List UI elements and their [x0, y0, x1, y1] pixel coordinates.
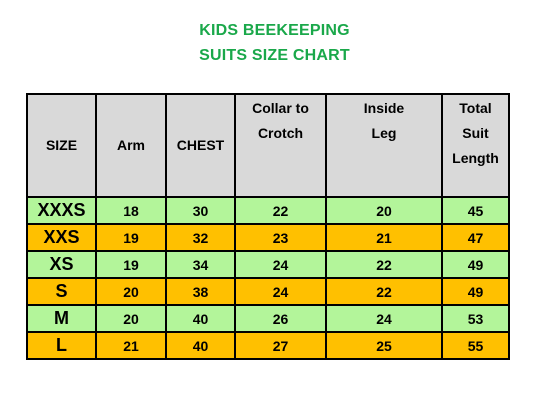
- total-suit-length-cell: 55: [442, 332, 509, 359]
- inside-leg-cell: 25: [326, 332, 442, 359]
- header-collar-line-2: Crotch: [257, 125, 304, 141]
- arm-cell: 19: [96, 251, 166, 278]
- header-total-line-3: Length: [452, 150, 499, 166]
- table-row: [27, 305, 509, 332]
- chest-cell: 32: [166, 224, 235, 251]
- collar-to-crotch-cell: 27: [235, 332, 326, 359]
- total-suit-length-cell: 49: [442, 278, 509, 305]
- header-chest: [166, 94, 235, 197]
- header-arm-label: Arm: [116, 137, 145, 153]
- size-cell: XXS: [27, 224, 96, 251]
- total-suit-length-cell: 47: [442, 224, 509, 251]
- inside-leg-cell: 22: [326, 278, 442, 305]
- collar-to-crotch-cell: 23: [235, 224, 326, 251]
- size-cell: M: [27, 305, 96, 332]
- chest-cell: 34: [166, 251, 235, 278]
- header-collar-to-crotch: [235, 94, 326, 197]
- title-line-1: KIDS BEEKEEPING: [199, 22, 350, 39]
- size-cell: L: [27, 332, 96, 359]
- table-row: [27, 197, 509, 224]
- chest-cell: 38: [166, 278, 235, 305]
- chart-title: [0, 18, 549, 68]
- arm-cell: 19: [96, 224, 166, 251]
- collar-to-crotch-cell: 22: [235, 197, 326, 224]
- header-total-line-1: Total: [459, 100, 492, 116]
- size-chart-table: [26, 93, 510, 360]
- header-size-label: SIZE: [45, 137, 78, 153]
- chest-cell: 30: [166, 197, 235, 224]
- collar-to-crotch-cell: 24: [235, 251, 326, 278]
- chest-cell: 40: [166, 305, 235, 332]
- header-arm: [96, 94, 166, 197]
- header-total-suit-length: [442, 94, 509, 197]
- table-row: [27, 278, 509, 305]
- size-cell: S: [27, 278, 96, 305]
- inside-leg-cell: 24: [326, 305, 442, 332]
- inside-leg-cell: 21: [326, 224, 442, 251]
- total-suit-length-cell: 45: [442, 197, 509, 224]
- arm-cell: 20: [96, 278, 166, 305]
- table-row: [27, 224, 509, 251]
- inside-leg-cell: 20: [326, 197, 442, 224]
- header-row: [27, 94, 509, 197]
- total-suit-length-cell: 49: [442, 251, 509, 278]
- table-row: [27, 332, 509, 359]
- total-suit-length-cell: 53: [442, 305, 509, 332]
- chest-cell: 40: [166, 332, 235, 359]
- header-size: [27, 94, 96, 197]
- header-collar-line-1: Collar to: [252, 100, 309, 116]
- arm-cell: 21: [96, 332, 166, 359]
- header-inside-leg-line-1: Inside: [363, 100, 405, 116]
- inside-leg-cell: 22: [326, 251, 442, 278]
- collar-to-crotch-cell: 26: [235, 305, 326, 332]
- header-chest-label: CHEST: [176, 137, 225, 153]
- collar-to-crotch-cell: 24: [235, 278, 326, 305]
- header-inside-leg: [326, 94, 442, 197]
- size-cell: XXXS: [27, 197, 96, 224]
- arm-cell: 18: [96, 197, 166, 224]
- header-inside-leg-line-2: Leg: [371, 125, 397, 141]
- arm-cell: 20: [96, 305, 166, 332]
- size-cell: XS: [27, 251, 96, 278]
- header-total-line-2: Suit: [462, 125, 489, 141]
- title-line-2: SUITS SIZE CHART: [199, 47, 350, 64]
- table-row: [27, 251, 509, 278]
